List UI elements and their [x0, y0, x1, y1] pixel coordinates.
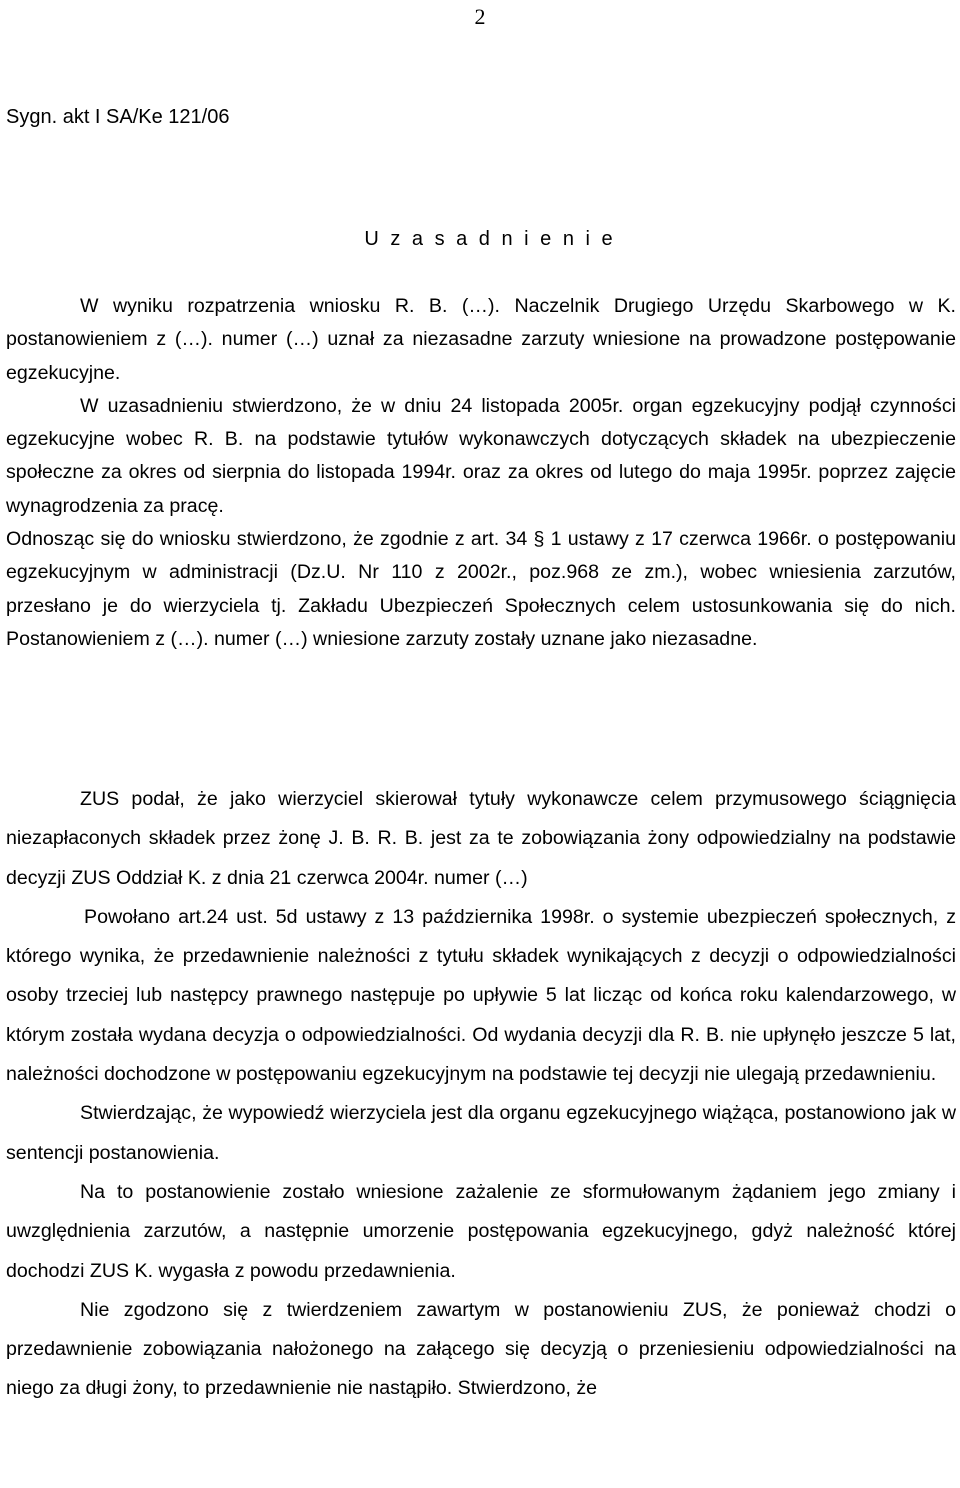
page-number: 2 [474, 4, 486, 29]
paragraph: W uzasadnieniu stwierdzono, że w dniu 24 listopada 2005r. organ egzekucyjny podjął czynności egzekucyjne wobec R. B. na podstawie tytułów wykonawczych dotyczących składek na ubezpieczenie społeczne za okres od sierpnia do listopada 1994r. oraz za okres od lutego do maja 1995r. poprzez zajęcie wynagrodzenia za pracę. [6, 394, 956, 517]
paragraph: Odnosząc się do wniosku stwierdzono, że zgodnie z art. 34 § 1 ustawy z 17 czerwca 1966r. o postępowaniu egzekucyjnym w administracji (Dz.U. Nr 110 z 2002r., poz.968 ze zm.), wobec wniesienia zarzutów, przesłano je do wierzyciela tj. Zakładu Ubezpieczeń Społecznych celem ustosunkowania się do nich. Postanowieniem z (…). numer (…) wniesione zarzuty zostały uznane jako niezasadne. [6, 528, 956, 650]
case-signature: Sygn. akt I SA/Ke 121/06 [6, 106, 230, 128]
paragraph: ZUS podał, że jako wierzyciel skierował tytuły wykonawcze celem przymusowego ściągnięcia niezapłaconych składek przez żonę J. B. R. B. jest za te zobowiązania żony odpowiedzialny na podstawie decyzji ZUS Oddział K. z dnia 21 czerwca 2004r. numer (…) [6, 788, 956, 889]
paragraph: Nie zgodzono się z twierdzeniem zawartym w postanowieniu ZUS, że ponieważ chodzi o przedawnienie zobowiązania nałożonego na załącego się decyzją o przeniesieniu odpowiedzialności na niego za długi żony, to przedawnienie nie nastąpiło. Stwierdzono, że [6, 1298, 956, 1400]
paragraph: Powołano art.24 ust. 5d ustawy z 13 października 1998r. o systemie ubezpieczeń społecznych, z którego wynika, że przedawnienie należności z tytułu składek wynikających z decyzji o odpowiedzialności osoby trzeciej lub następcy prawnego następuje po upływie 5 lat licząc od końca roku kalendarzowego, w którym została wydana decyzja o odpowiedzialności. Od wydania decyzji dla R. B. nie upłynęło jeszcze 5 lat, należności dochodzone w postępowaniu egzekucyjnym na podstawie tej decyzji nie ulegają przedawnieniu. [6, 905, 956, 1086]
document-title: U z a s a d n i e n i e [364, 228, 616, 250]
paragraph: Na to postanowienie zostało wniesione zażalenie ze sformułowanym żądaniem jego zmiany i uwzględnienia zarzutów, a następnie umorzenie postępowania egzekucyjnego, gdyż należność której dochodzi ZUS K. wygasła z powodu przedawnienia. [6, 1180, 956, 1282]
justification-section-a [6, 290, 956, 656]
paragraph: Stwierdzając, że wypowiedź wierzyciela jest dla organu egzekucyjnego wiążąca, postanowiono jak w sentencji postanowienia. [6, 1102, 956, 1164]
justification-section-b [6, 780, 956, 1409]
paragraph: W wyniku rozpatrzenia wniosku R. B. (…). Naczelnik Drugiego Urzędu Skarbowego w K. postanowieniem z (…). numer (…) uznał za niezasadne zarzuty wniesione na prowadzone postępowanie egzekucyjne. [6, 295, 956, 384]
